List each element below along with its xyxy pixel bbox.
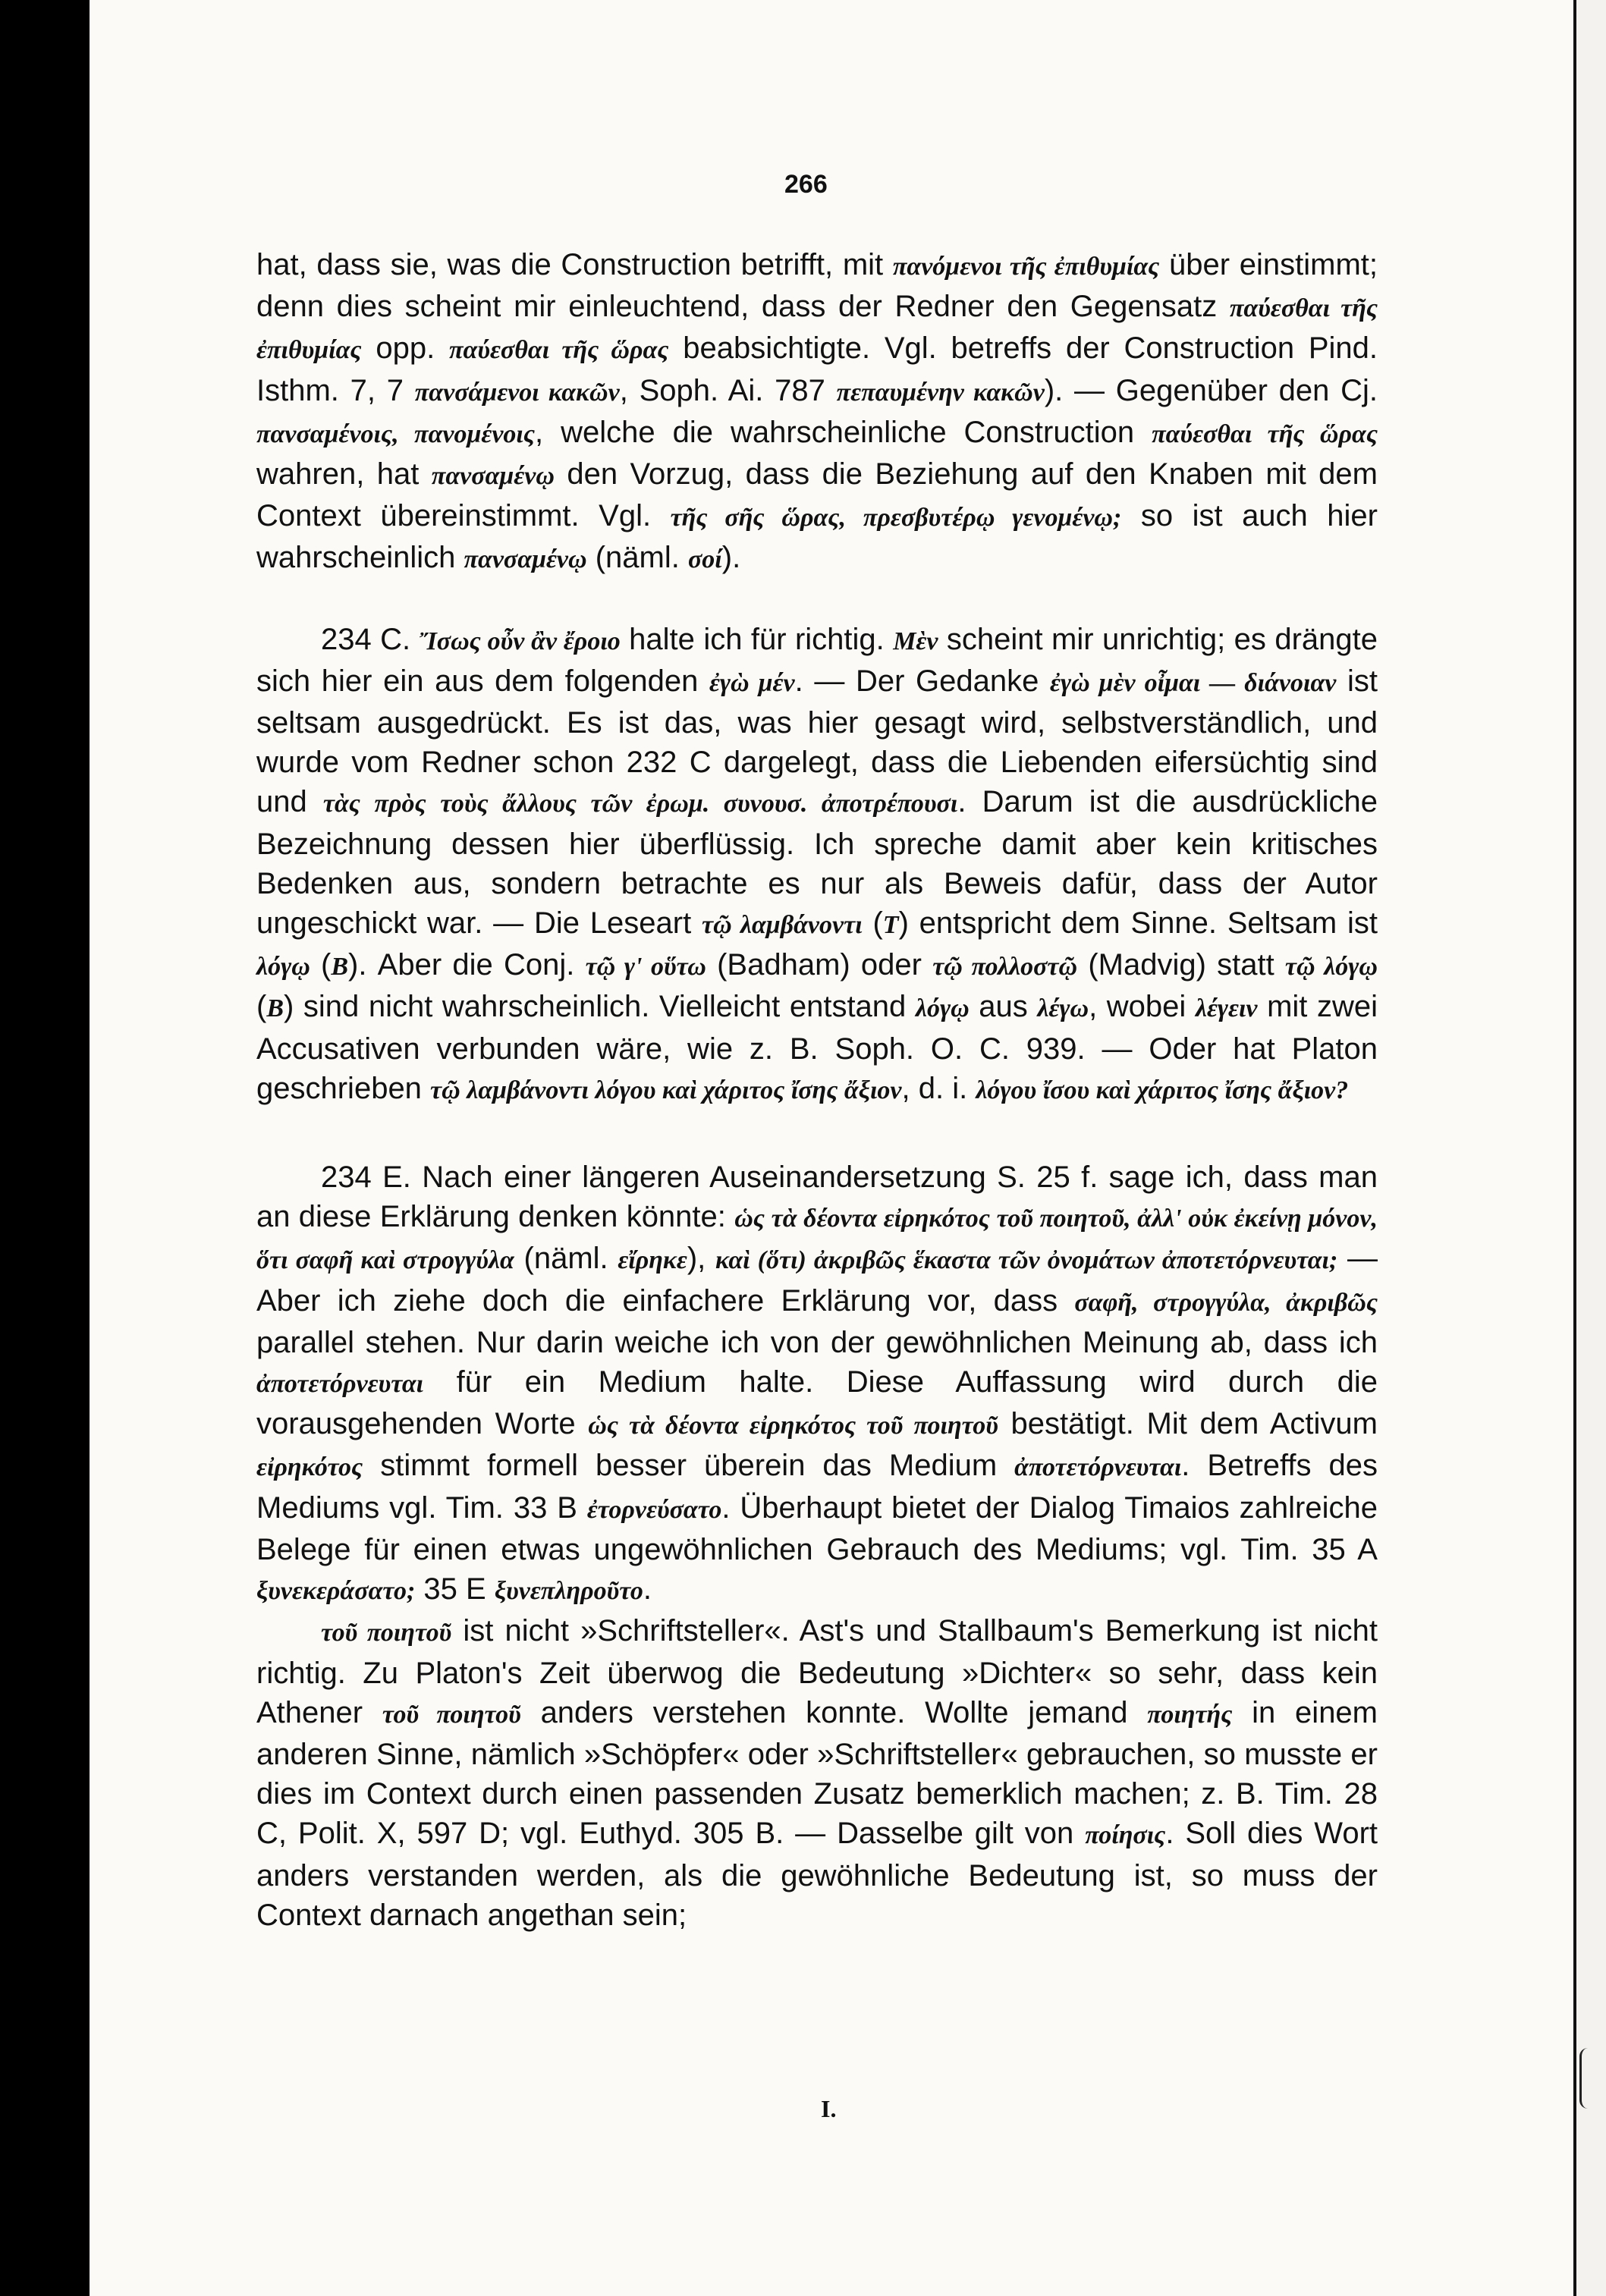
facing-page-edge — [1576, 0, 1606, 2296]
greek-quote: πανσαμένῳ — [464, 545, 587, 574]
greek-quote: πανσαμένοις, πανομένοις — [256, 419, 536, 448]
text-run: (näml. — [586, 541, 688, 575]
text-run: ( — [862, 906, 883, 941]
text-run: mit zwei Accusativen verbunden wäre, wie z. B. Soph. O. C. 939. — Oder hat Platon geschrieben — [256, 990, 1378, 1105]
greek-quote: τοῦ ποιητοῦ — [382, 1700, 521, 1729]
text-run: stimmt formell besser überein das Medium — [363, 1449, 1015, 1483]
text-run: ). — [721, 541, 741, 575]
text-run: hat, dass sie, was die Construction betrifft, mit — [256, 248, 893, 281]
greek-quote: Μὲν — [893, 627, 938, 655]
greek-quote: B — [331, 953, 349, 982]
text-run: , wobei — [1089, 990, 1196, 1024]
greek-quote: πεπαυμένην κακῶν — [836, 378, 1045, 407]
greek-quote: τῆς σῆς ὥρας, πρεσβυτέρῳ γενομένῳ; — [670, 504, 1122, 532]
greek-quote: εἴρηκε — [618, 1246, 687, 1275]
text-run: in einem anderen Sinne, nämlich »Schöpfer« oder »Schriftsteller« gebrauchen, so musste er dies im Context durch einen passenden Zusatz bemerklich machen; z. B. Tim. 28 C, Polit. X, 597 D; vgl. Euthyd. 305 B. — Dasselbe gilt von — [256, 1695, 1378, 1851]
text-run: halte ich für richtig. — [620, 622, 894, 656]
greek-quote: ποίησις — [1085, 1821, 1166, 1850]
text-run: parallel stehen. Nur darin weiche ich von der gewöhnlichen Meinung ab, dass ich — [256, 1325, 1378, 1359]
greek-quote: λέγω — [1037, 994, 1089, 1023]
text-run: den Vorzug, dass die Beziehung auf den Knaben mit dem Context übereinstimmt. Vgl. — [256, 457, 1378, 533]
text-run: wahren, hat — [256, 457, 432, 492]
text-run: aus — [969, 990, 1038, 1024]
paragraph-tou-poietou — [256, 1611, 1378, 1935]
greek-quote: λόγου ἴσου καὶ χάριτος ἴσης ἄξιον? — [976, 1076, 1349, 1104]
text-run: bestätigt. Mit dem Activum — [998, 1407, 1378, 1441]
text-run: (näml. — [514, 1242, 618, 1276]
text-run: . — [643, 1572, 652, 1607]
greek-quote: ἐγὼ μέν — [709, 668, 795, 697]
text-run: ). — Gegenüber den Cj. — [1044, 373, 1378, 407]
text-run: 234 E. Nach einer längeren Auseinandersetzung S. 25 f. sage ich, dass man an diese Erklärung denken könnte: — [256, 1161, 1378, 1234]
greek-quote: παύεσθαι τῆς ὥρας — [1152, 419, 1378, 448]
greek-quote: ξυνεπληροῦτο — [494, 1577, 643, 1606]
greek-quote: τῷ λαμβάνοντι — [702, 911, 863, 940]
greek-quote: παύεσθαι τῆς ἐπιθυμίας — [256, 294, 1378, 365]
text-run: 35 E — [415, 1572, 495, 1607]
text-run: . Soll dies Wort anders verstanden werden, als die gewöhnliche Bedeutung ist, so muss der Context darnach angethan sein; — [256, 1817, 1378, 1932]
greek-quote: σοί — [687, 545, 722, 574]
text-run: über einstimmt; denn dies scheint mir einleuchtend, dass der Redner den Gegensatz — [256, 248, 1378, 324]
greek-quote: παύεσθαι τῆς ὥρας — [448, 336, 669, 365]
text-run: ist seltsam ausgedrückt. Es ist das, was hier gesagt wird, selbstverständlich, und wurde vom Redner schon 232 C dargelegt, dass die Liebenden eifersüchtig sind und — [256, 664, 1378, 819]
greek-quote: τὰς πρὸς τοὺς ἄλλους τῶν ἐρωμ. συνουσ. ἀποτρέπουσι — [322, 790, 958, 818]
text-run: , welche die wahrscheinliche Construction — [535, 415, 1152, 449]
greek-quote: καὶ (ὅτι) ἀκριβῶς ἕκαστα τῶν ὀνομάτων ἀποτετόρνευται; — [715, 1246, 1338, 1275]
text-run: . Überhaupt bietet der Dialog Timaios zahlreiche Belege für einen etwas ungewöhnlichen Gebrauch des Mediums; vgl. Tim. 35 A — [256, 1490, 1378, 1566]
text-run: opp. — [361, 331, 449, 366]
greek-quote: εἰρηκότος — [256, 1453, 363, 1482]
body-text — [256, 245, 1378, 1935]
text-run: beabsichtigte. Vgl. betreffs der Construction Pind. Isthm. 7, 7 — [256, 331, 1378, 407]
text-run: (Badham) oder — [706, 948, 933, 982]
greek-quote: ξυνεκεράσατο; — [256, 1577, 416, 1606]
text-run: 234 C. — [321, 622, 420, 656]
text-run: . Betreffs des Mediums vgl. Tim. 33 B — [256, 1449, 1378, 1525]
text-run: (Madvig) statt — [1077, 948, 1285, 982]
text-run: ) sind nicht wahrscheinlich. Vielleicht entstand — [284, 990, 916, 1024]
text-run: . Darum ist die ausdrückliche Bezeichnung dessen hier überflüssig. Ich spreche damit aber kein kritisches Bedenken aus, sondern betrachte es nur als Beweis dafür, dass der Autor ungeschickt war. — Die Leseart — [256, 785, 1378, 941]
text-run: ( — [256, 990, 267, 1024]
facing-page-mark — [1579, 2048, 1588, 2109]
greek-quote: ἐτορνεύσατο — [586, 1495, 722, 1524]
paragraph-234e — [256, 1157, 1378, 1611]
text-run: anders verstehen konnte. Wollte jemand — [520, 1695, 1148, 1729]
greek-quote: τῷ πολλοστῷ — [932, 953, 1078, 982]
greek-quote: τῷ λόγῳ — [1284, 953, 1378, 982]
greek-quote: Ἴσως οὖν ἂν ἔροιο — [419, 627, 621, 655]
greek-quote: ἐγὼ μὲν οἶμαι — διάνοιαν — [1050, 668, 1337, 697]
greek-quote: πανόμενοι τῆς ἐπιθυμίας — [892, 253, 1160, 281]
greek-quote: T — [882, 911, 899, 940]
greek-quote: ὡς τὰ δέοντα εἰρηκότος τοῦ ποιητοῦ — [588, 1412, 998, 1440]
signature-mark: I. — [821, 2095, 837, 2122]
text-run: ( — [310, 948, 332, 982]
text-run: für ein Medium halte. Diese Auffassung wird durch die vorausgehenden Worte — [256, 1365, 1378, 1441]
greek-quote: πανσάμενοι κακῶν — [414, 378, 620, 407]
paragraph-1 — [256, 245, 1378, 580]
text-run: scheint mir unrichtig; es drängte sich hier ein aus dem folgenden — [256, 622, 1378, 698]
greek-quote: λόγῳ — [915, 994, 970, 1023]
text-run: ), — [687, 1242, 715, 1276]
text-run: — Aber ich ziehe doch die einfachere Erklärung vor, dass — [256, 1242, 1378, 1318]
greek-quote: ποιητής — [1147, 1700, 1233, 1729]
text-run: ) entspricht dem Sinne. Seltsam ist — [898, 906, 1378, 941]
greek-quote: ὡς τὰ δέοντα εἰρηκότος τοῦ ποιητοῦ, ἀλλ' οὐκ ἐκείνῃ μόνον, ὅτι σαφῆ καὶ στρογγύλα — [256, 1205, 1378, 1275]
text-run: ). Aber die Conj. — [348, 948, 586, 982]
greek-quote: λόγῳ — [256, 953, 310, 982]
paragraph-234c — [256, 620, 1378, 1110]
text-run: , Soph. Ai. 787 — [619, 373, 837, 407]
greek-quote: λέγειν — [1195, 994, 1258, 1023]
greek-quote: ἀποτετόρνευται — [1014, 1453, 1182, 1482]
text-run: , d. i. — [901, 1071, 976, 1105]
greek-quote: τῷ λαμβάνοντι λόγου καὶ χάριτος ἴσης ἄξιον — [430, 1076, 902, 1104]
text-run: so ist auch hier wahrscheinlich — [256, 499, 1378, 575]
greek-quote: τοῦ ποιητοῦ — [321, 1619, 452, 1647]
greek-quote: τῷ γ' οὕτω — [585, 953, 706, 982]
greek-quote: πανσαμένῳ — [431, 462, 555, 491]
page-number: 266 — [784, 170, 828, 199]
greek-quote: B — [266, 994, 284, 1023]
text-run: . — Der Gedanke — [794, 664, 1050, 698]
text-run: ist nicht »Schriftsteller«. Ast's und Stallbaum's Bemerkung ist nicht richtig. Zu Platon's Zeit überwog die Bedeutung »Dichter« so sehr, dass kein Athener — [256, 1614, 1378, 1729]
greek-quote: ἀποτετόρνευται — [256, 1370, 424, 1399]
greek-quote: σαφῆ, στρογγύλα, ἀκριβῶς — [1074, 1288, 1378, 1317]
